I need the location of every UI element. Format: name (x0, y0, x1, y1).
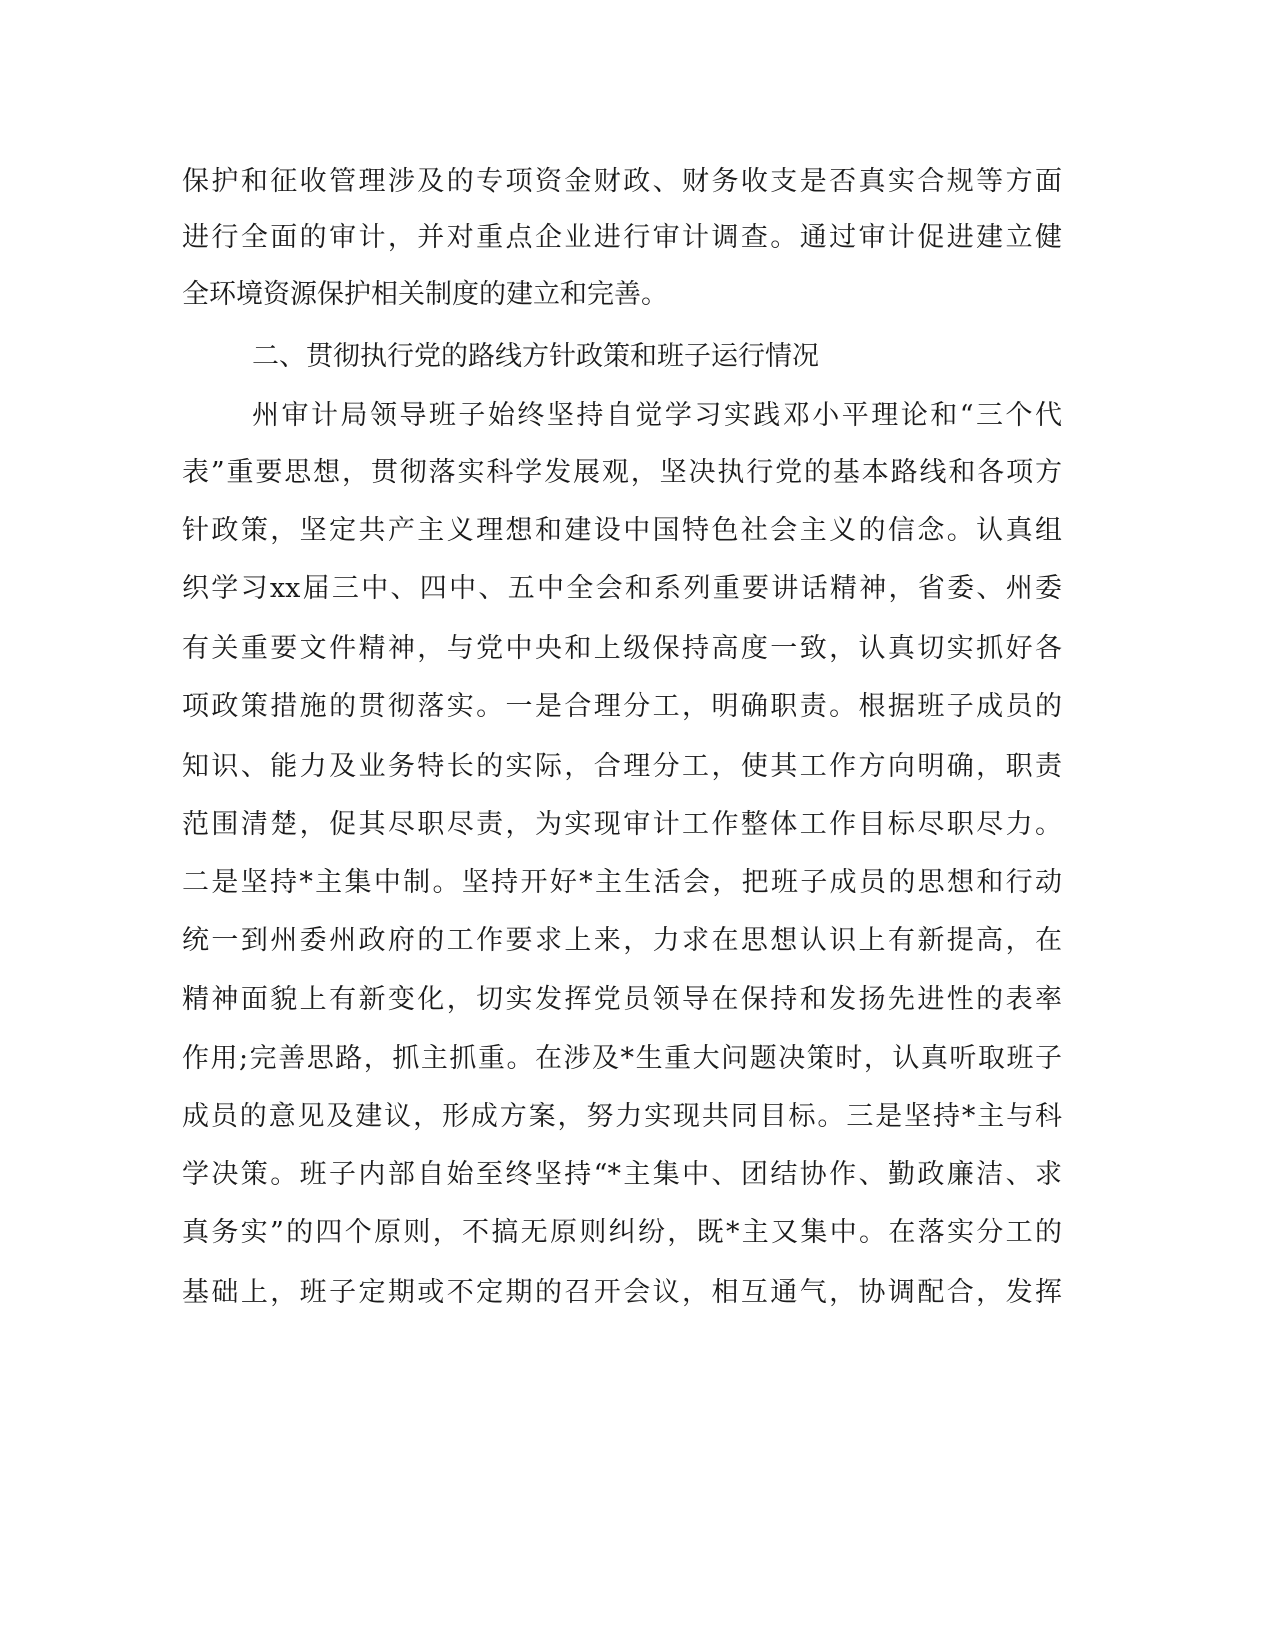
text-line: 统一到州委州政府的工作要求上来，力求在思想认识上有新提高，在 (182, 925, 1062, 956)
text-line: 学决策。班子内部自始至终坚持“*主集中、团结协作、勤政廉洁、求 (182, 1159, 1062, 1190)
section-heading: 二、贯彻执行党的路线方针政策和班子运行情况 (252, 341, 819, 372)
text-line: 真务实”的四个原则，不搞无原则纠纷，既*主又集中。在落实分工的 (182, 1217, 1062, 1248)
text-line: 知识、能力及业务特长的实际，合理分工，使其工作方向明确，职责 (182, 751, 1062, 782)
text-line: 范围清楚，促其尽职尽责，为实现审计工作整体工作目标尽职尽力。 (182, 809, 1062, 840)
text-line: 全环境资源保护相关制度的建立和完善。 (182, 279, 668, 310)
text-line: 基础上，班子定期或不定期的召开会议，相互通气，协调配合，发挥 (182, 1277, 1062, 1308)
text-line: 成员的意见及建议，形成方案，努力实现共同目标。三是坚持*主与科 (182, 1101, 1062, 1132)
text-line: 二是坚持*主集中制。坚持开好*主生活会，把班子成员的思想和行动 (182, 867, 1062, 898)
text-line: 保护和征收管理涉及的专项资金财政、财务收支是否真实合规等方面 (182, 166, 1062, 197)
text-line: 州审计局领导班子始终坚持自觉学习实践邓小平理论和“三个代 (252, 400, 1062, 431)
text-line: 作用;完善思路，抓主抓重。在涉及*生重大问题决策时，认真听取班子 (182, 1043, 1062, 1074)
text-line: 织学习xx届三中、四中、五中全会和系列重要讲话精神，省委、州委 (182, 573, 1062, 604)
text-line: 精神面貌上有新变化，切实发挥党员领导在保持和发扬先进性的表率 (182, 984, 1062, 1015)
text-line: 进行全面的审计，并对重点企业进行审计调查。通过审计促进建立健 (182, 222, 1062, 253)
text-line: 有关重要文件精神，与党中央和上级保持高度一致，认真切实抓好各 (182, 633, 1062, 664)
text-line: 针政策，坚定共产主义理想和建设中国特色社会主义的信念。认真组 (182, 515, 1062, 546)
text-line: 项政策措施的贯彻落实。一是合理分工，明确职责。根据班子成员的 (182, 691, 1062, 722)
text-line: 表”重要思想，贯彻落实科学发展观，坚决执行党的基本路线和各项方 (182, 457, 1062, 488)
